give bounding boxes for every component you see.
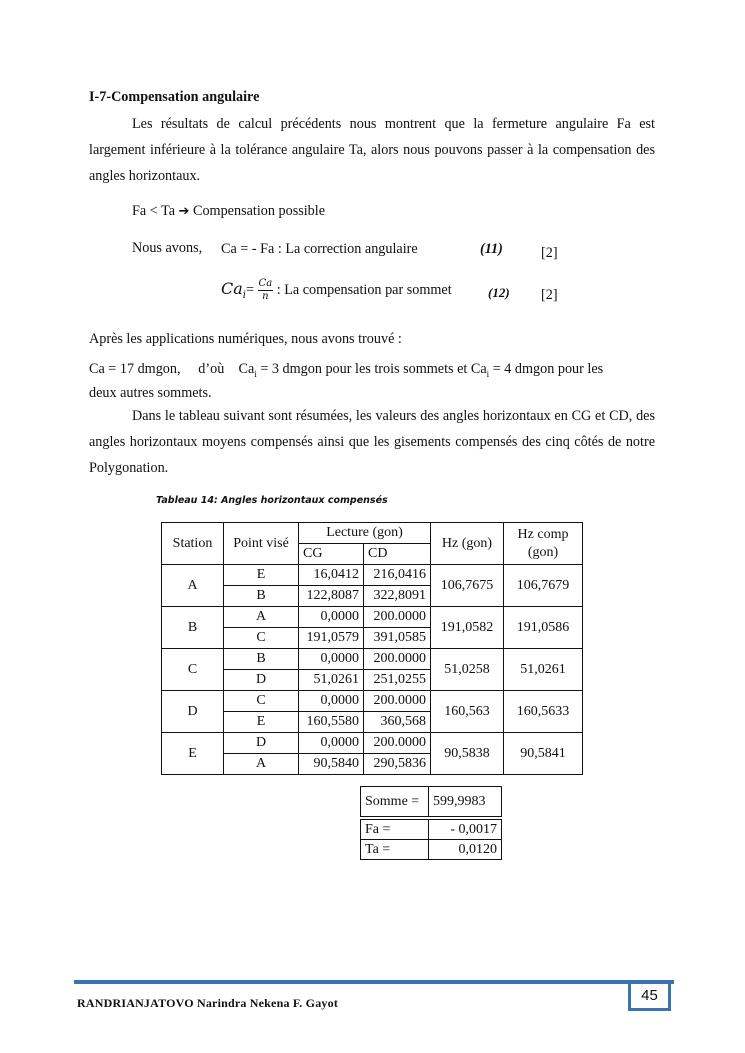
point-cell: A <box>224 754 299 775</box>
table-row <box>162 649 583 670</box>
station-cell: E <box>162 733 224 775</box>
result-line: Ca = 17 dmgon, d’où $Ca_i = 3$ dmgon pour les trois sommets et $Ca_i = 4$ dmgon pour les deux autres sommets. <box>89 361 604 401</box>
hz-cell: 90,5838 <box>431 733 504 775</box>
hz-comp-cell: 90,5841 <box>504 733 583 775</box>
ta-value: 0,0120 <box>429 840 502 860</box>
hz-cell: 160,563 <box>431 691 504 733</box>
hz-cell: 191,0582 <box>431 607 504 649</box>
equation-12-fraction: $\frac{Ca}{n}$ <box>258 278 273 302</box>
cg-cell: 122,8087 <box>299 586 364 607</box>
equation-11-ref: [2] <box>541 245 558 261</box>
section-heading: I-7-Compensation angulaire <box>89 89 260 105</box>
cd-cell: 216,0416 <box>364 565 431 586</box>
point-cell: C <box>224 628 299 649</box>
equation-11-number: (11) <box>480 241 503 257</box>
condition-line <box>132 203 325 220</box>
hz-comp-cell: 106,7679 <box>504 565 583 607</box>
cg-cell: 160,5580 <box>299 712 364 733</box>
station-cell: B <box>162 607 224 649</box>
cd-cell: 322,8091 <box>364 586 431 607</box>
cd-cell: 200.0000 <box>364 607 431 628</box>
table-row <box>162 733 583 754</box>
hz-comp-cell: 51,0261 <box>504 649 583 691</box>
cd-cell: 290,5836 <box>364 754 431 775</box>
footer-divider <box>74 980 674 984</box>
header-cd: CD <box>364 544 431 565</box>
table-row <box>162 691 583 712</box>
equation-12-lhs: $Ca_i$ <box>221 278 246 301</box>
point-cell: B <box>224 649 299 670</box>
cg-cell: 191,0579 <box>299 628 364 649</box>
hz-comp-cell: 160,5633 <box>504 691 583 733</box>
point-cell: E <box>224 565 299 586</box>
cg-cell: 51,0261 <box>299 670 364 691</box>
condition-right: Compensation possible <box>193 203 326 219</box>
arrow-right-icon: ➔ <box>178 204 190 219</box>
header-hz: Hz (gon) <box>431 523 504 565</box>
somme-value: 599,9983 <box>429 787 502 817</box>
station-cell: C <box>162 649 224 691</box>
footer-author: RANDRIANJATOVO Narindra Nekena F. Gayot <box>77 996 339 1010</box>
cd-cell: 360,568 <box>364 712 431 733</box>
cg-cell: 0,0000 <box>299 607 364 628</box>
header-station: Station <box>162 523 224 565</box>
cg-cell: 16,0412 <box>299 565 364 586</box>
hz-comp-cell: 191,0586 <box>504 607 583 649</box>
header-hz-comp: Hz comp (gon) <box>504 523 583 565</box>
point-cell: E <box>224 712 299 733</box>
cd-cell: 391,0585 <box>364 628 431 649</box>
condition-left: Fa < Ta <box>132 203 175 219</box>
equation-11-formula: Ca = - Fa : La correction angulaire <box>221 241 418 257</box>
fa-label: Fa = <box>361 820 429 840</box>
cg-cell: 0,0000 <box>299 649 364 670</box>
table-intro-paragraph <box>89 403 655 481</box>
point-cell: B <box>224 586 299 607</box>
hz-cell: 106,7675 <box>431 565 504 607</box>
fa-value: - 0,0017 <box>429 820 502 840</box>
cd-cell: 200.0000 <box>364 691 431 712</box>
point-cell: A <box>224 607 299 628</box>
hz-cell: 51,0258 <box>431 649 504 691</box>
header-point: Point visé <box>224 523 299 565</box>
point-cell: D <box>224 733 299 754</box>
page-number: 45 <box>628 980 671 1011</box>
equation-12-ref: [2] <box>541 287 558 303</box>
table-intro-text: Dans le tableau suivant sont résumées, les valeurs des angles horizontaux en CG et CD, des angles horizontaux moyens compensés ainsi que les gisements compensés des cinq côtés de notre Polygonation. <box>89 408 655 476</box>
somme-label: Somme = <box>361 787 429 817</box>
station-cell: D <box>162 691 224 733</box>
cg-cell: 0,0000 <box>299 691 364 712</box>
intro-paragraph <box>89 111 655 189</box>
equation-12-equals: = <box>245 281 254 298</box>
cd-cell: 200.0000 <box>364 733 431 754</box>
equation-12-desc: : La compensation par sommet <box>276 281 452 298</box>
angles-table <box>161 522 583 775</box>
ta-label: Ta = <box>361 840 429 860</box>
header-lecture: Lecture (gon) <box>299 523 431 544</box>
header-cg: CG <box>299 544 364 565</box>
summary-table <box>360 786 502 860</box>
cd-cell: 251,0255 <box>364 670 431 691</box>
point-cell: C <box>224 691 299 712</box>
result-intro: Après les applications numériques, nous avons trouvé : <box>89 331 402 347</box>
cg-cell: 90,5840 <box>299 754 364 775</box>
point-cell: D <box>224 670 299 691</box>
station-cell: A <box>162 565 224 607</box>
equation-12-number: (12) <box>488 285 510 300</box>
intro-paragraph-text: Les résultats de calcul précédents nous montrent que la fermeture angulaire Fa est largement inférieure à la tolérance angulaire Ta, alors nous pouvons passer à la compensation des angles horizontaux. <box>89 116 655 184</box>
equations-lead: Nous avons, <box>132 240 203 256</box>
table-row <box>162 565 583 586</box>
cd-cell: 200.0000 <box>364 649 431 670</box>
table-row <box>162 607 583 628</box>
equation-12 <box>221 278 452 303</box>
table-caption: Tableau 14: Angles horizontaux compensés <box>156 495 388 506</box>
cg-cell: 0,0000 <box>299 733 364 754</box>
